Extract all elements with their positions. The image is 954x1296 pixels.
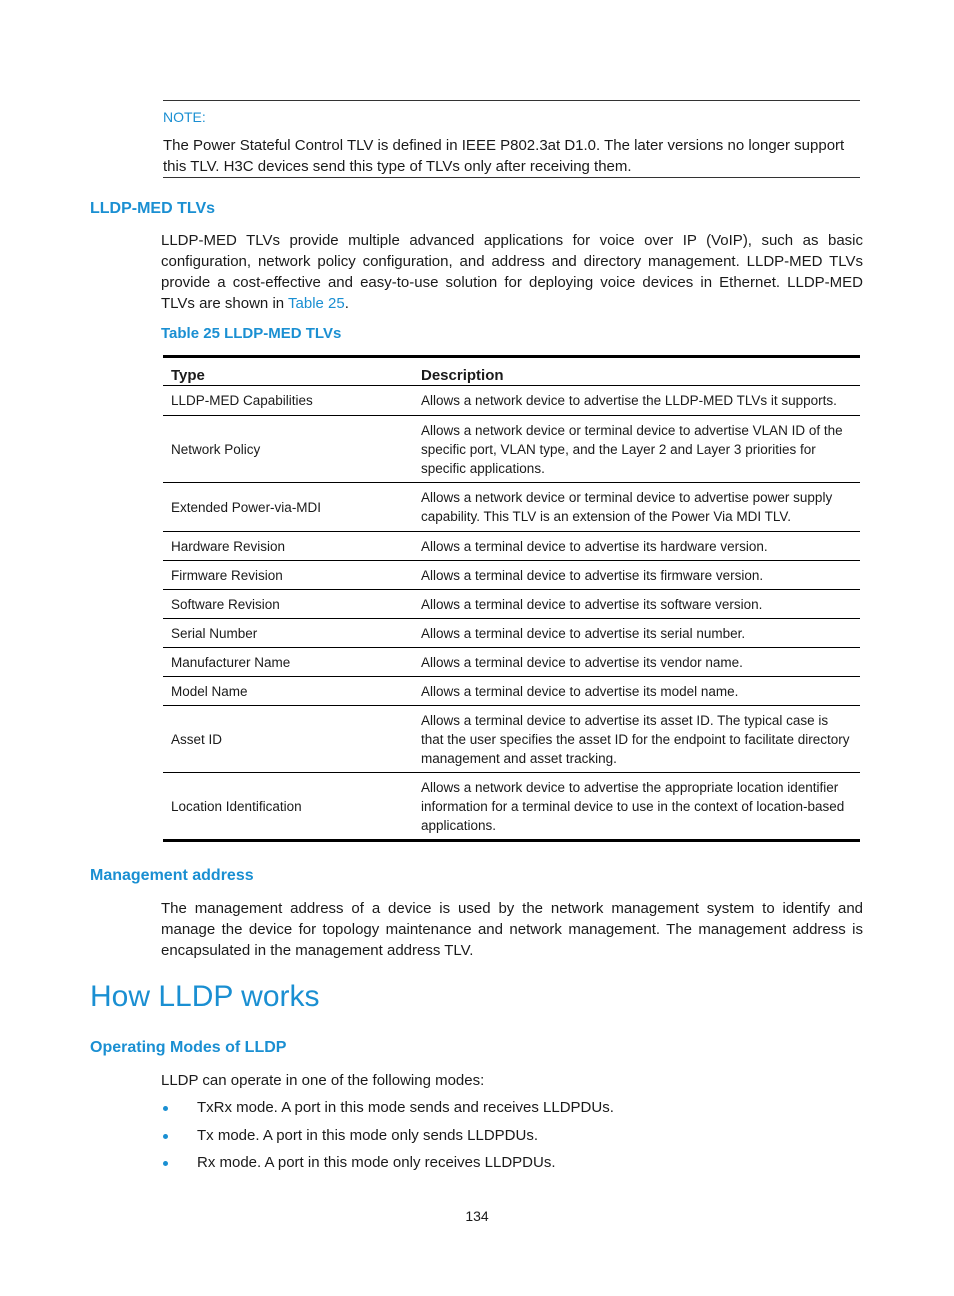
cell-description: Allows a network device or terminal device to advertise VLAN ID of the specific port, VLAN type, and the Layer 2 and Layer 3 priorities for specific applications. [413,416,860,483]
bullet-icon [163,1161,168,1166]
table-row [163,619,860,648]
note-top-rule [163,100,860,101]
header-description: Description [413,357,860,386]
table-row [163,532,860,561]
list-item [161,1097,614,1125]
section-heading-lldp-med: LLDP-MED TLVs [90,200,216,217]
table-row [163,773,860,841]
table-row [163,677,860,706]
operating-modes-intro: LLDP can operate in one of the following modes: [161,1072,485,1089]
lldp-med-text-end: . [344,295,349,312]
management-paragraph: The management address of a device is used by the network management system to identify and manage the device for topology maintenance and network management. The management address is encapsulated in the management address TLV. [161,900,863,959]
page-number: 134 [465,1208,489,1224]
list-item-text: TxRx mode. A port in this mode sends and receives LLDPDUs. [197,1099,614,1116]
section-heading-management-address: Management address [90,867,254,884]
list-item [161,1152,614,1180]
cell-description: Allows a network device to advertise the LLDP-MED TLVs it supports. [413,386,860,416]
cell-description: Allows a terminal device to advertise its serial number. [413,619,860,648]
cell-description: Allows a network device or terminal device to advertise power supply capability. This TLV is an extension of the Power Via MDI TLV. [413,483,860,532]
cell-description: Allows a terminal device to advertise its firmware version. [413,561,860,590]
cell-type: Model Name [163,677,413,706]
note-text: The Power Stateful Control TLV is defined in IEEE P802.3at D1.0. The later versions no longer support this TLV. H3C devices send this type of TLVs only after receiving them. [163,137,845,175]
operating-modes-list [161,1097,614,1180]
cell-description: Allows a terminal device to advertise its asset ID. The typical case is that the user specifies the asset ID for the endpoint to facilitate directory management and asset tracking. [413,706,860,773]
lldp-med-table [163,355,860,842]
chapter-title: How LLDP works [90,980,320,1013]
cell-type: Asset ID [163,706,413,773]
list-item [161,1125,614,1153]
table-row [163,386,860,416]
cell-type: Network Policy [163,416,413,483]
table-row [163,648,860,677]
table-row [163,590,860,619]
list-item-text: Tx mode. A port in this mode only sends LLDPDUs. [197,1126,538,1144]
bullet-icon [163,1106,168,1111]
table-row [163,416,860,483]
cell-type: Location Identification [171,798,302,814]
cell-type: Serial Number [163,619,413,648]
cell-description: Allows a terminal device to advertise its software version. [413,590,860,619]
section-heading-operating-modes: Operating Modes of LLDP [90,1039,287,1056]
cell-description: Allows a terminal device to advertise its vendor name. [413,648,860,677]
cell-type: Software Revision [163,590,413,619]
table-25-link[interactable]: Table 25 [288,295,345,312]
cell-type: Extended Power-via-MDI [163,483,413,532]
note-label: NOTE: [163,109,206,125]
note-bottom-rule [163,177,860,178]
header-type: Type [163,357,413,386]
cell-type: LLDP-MED Capabilities [163,386,413,416]
table-caption: Table 25 LLDP-MED TLVs [161,325,342,342]
table-row [163,706,860,773]
table-header-row [163,357,860,386]
cell-description: Allows a terminal device to advertise its hardware version. [413,532,860,561]
lldp-med-paragraph [161,230,863,314]
list-item-text: Rx mode. A port in this mode only receives LLDPDUs. [197,1154,556,1171]
cell-type: Firmware Revision [163,561,413,590]
bullet-icon [163,1134,168,1139]
cell-description: Allows a network device to advertise the appropriate location identifier information for a terminal device to use in the context of location-based applications. [421,779,845,833]
table-row [163,483,860,532]
lldp-med-text: LLDP-MED TLVs provide multiple advanced applications for voice over IP (VoIP), such as basic configuration, network policy configuration, and address and directory management. LLDP-MED TLVs provide a cost-effective and easy-to-use solution for deploying voice devices in Ethernet. LLDP-MED TLVs are shown in [161,232,863,312]
table-row [163,561,860,590]
cell-description: Allows a terminal device to advertise its model name. [413,677,860,706]
cell-type: Manufacturer Name [163,648,413,677]
cell-type: Hardware Revision [163,532,413,561]
